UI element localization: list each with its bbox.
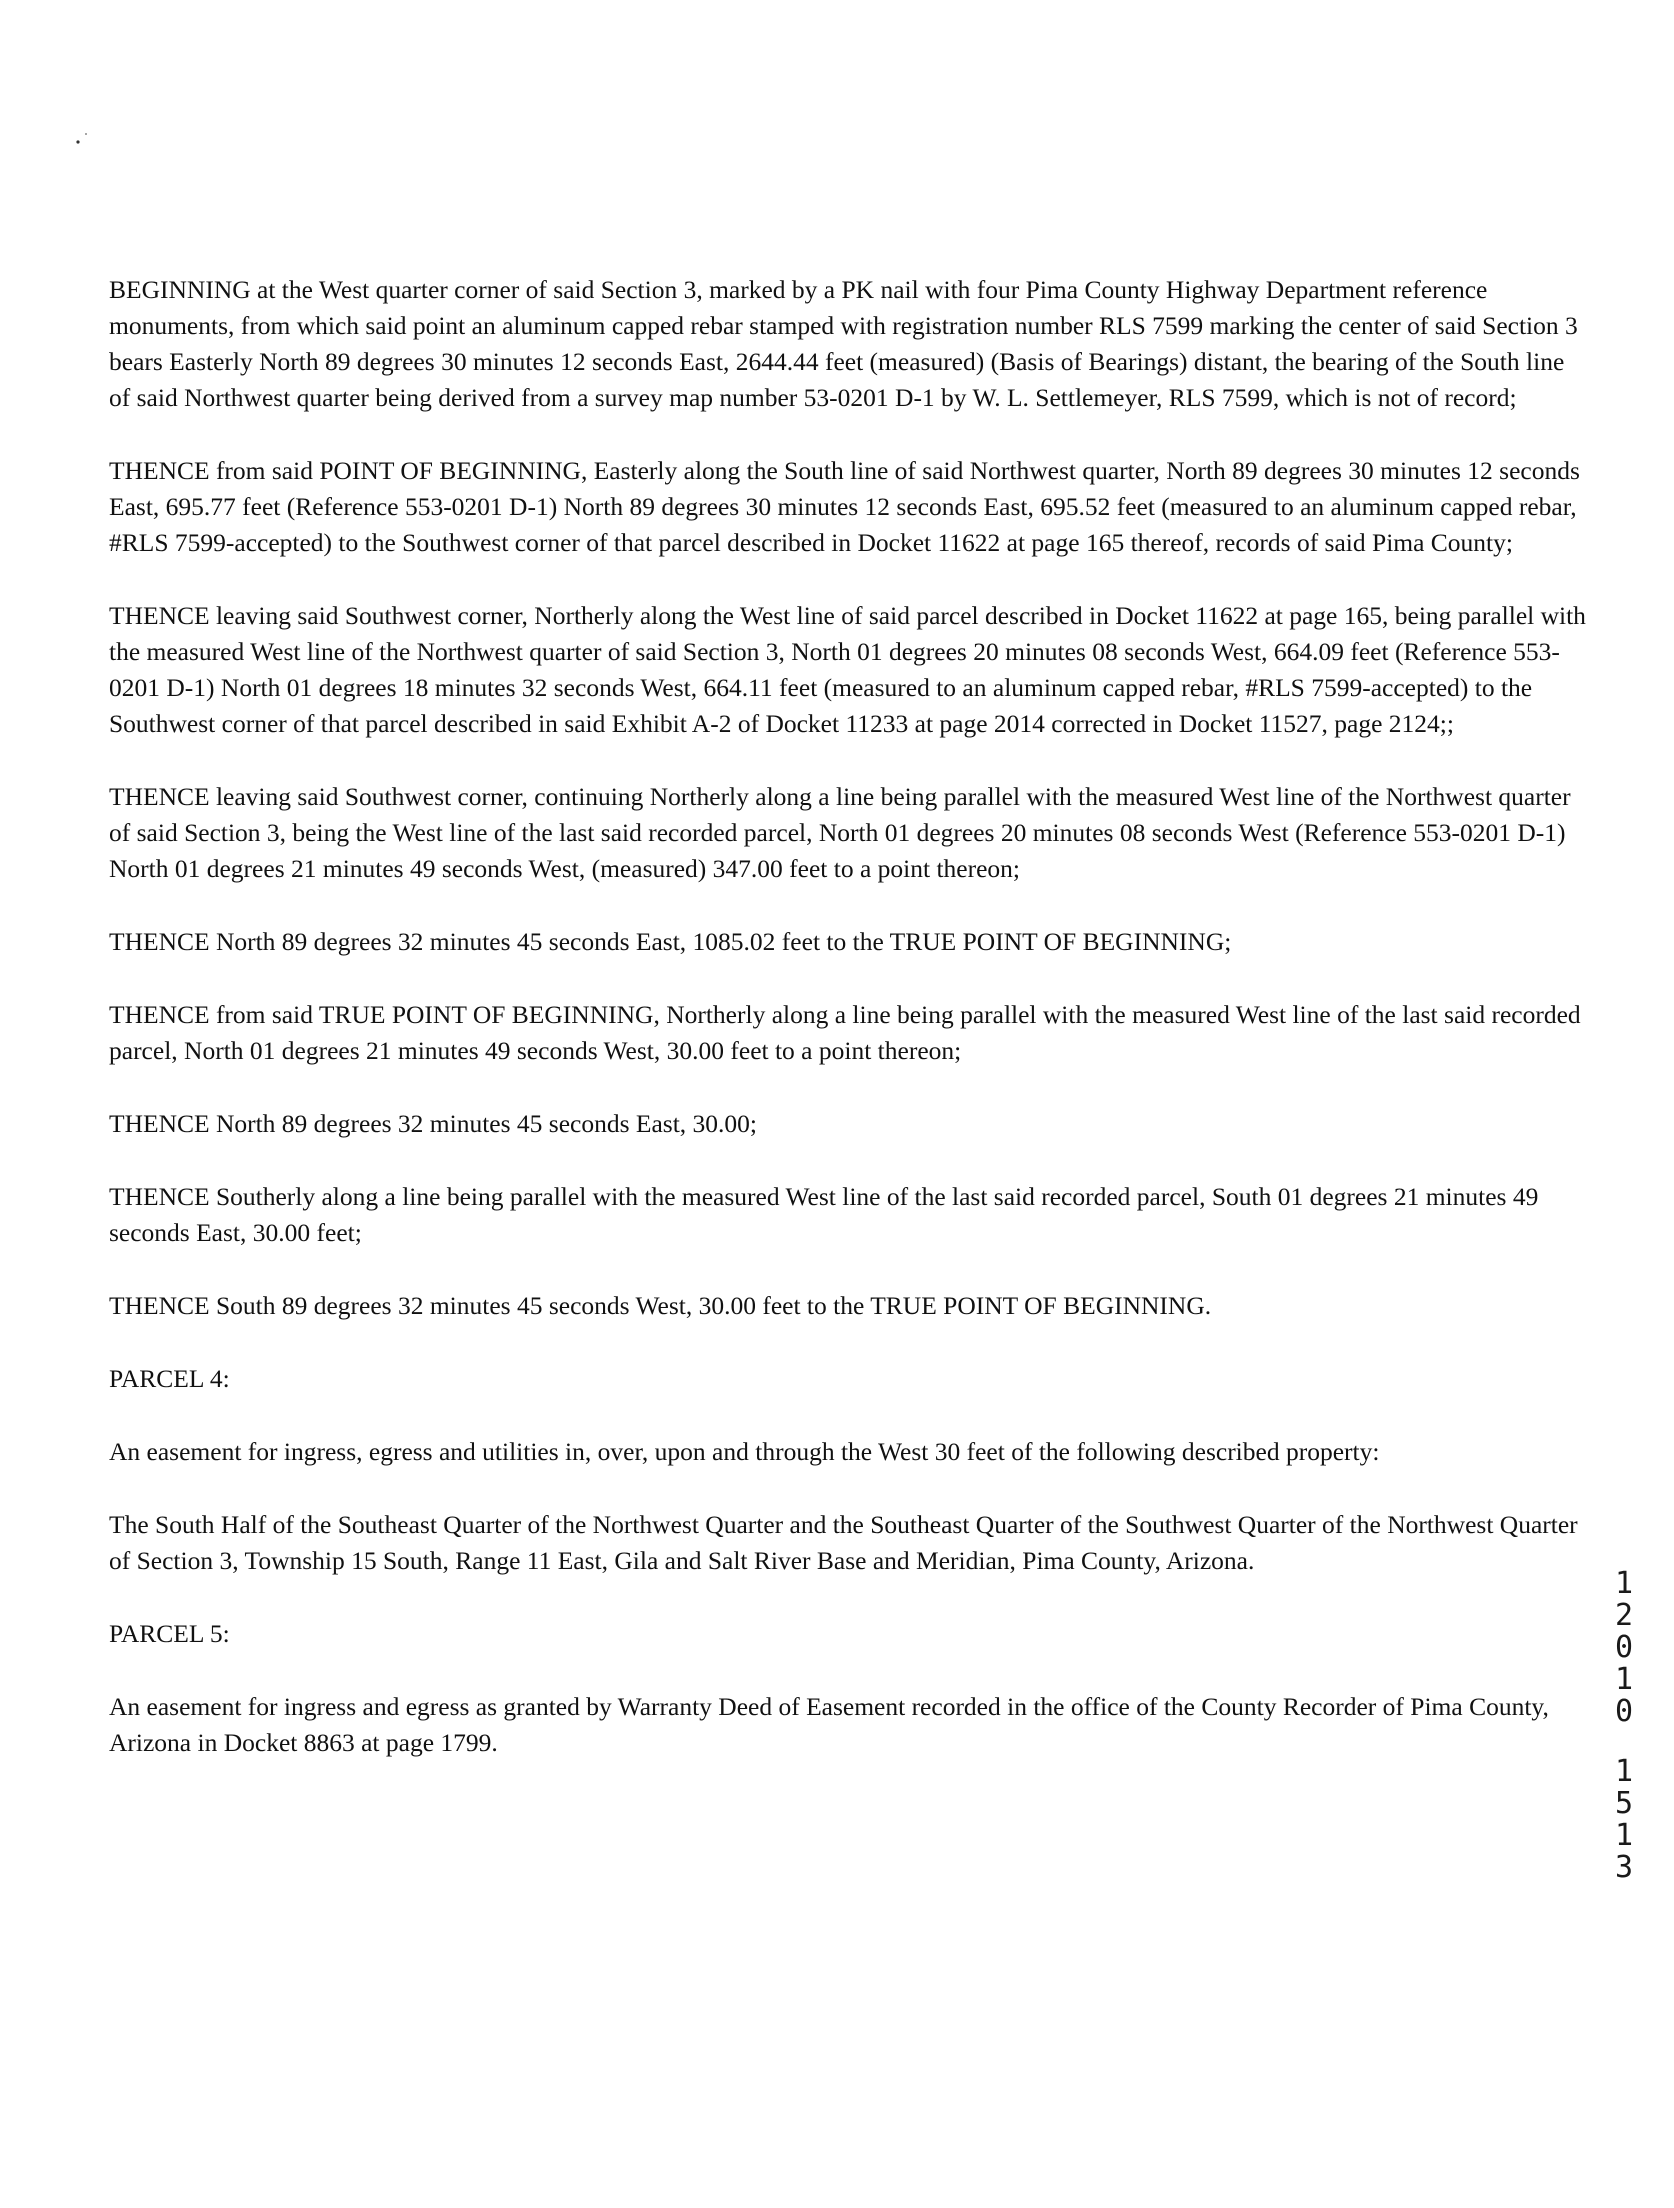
parcel-5-easement: An easement for ingress and egress as granted by Warranty Deed of Easement recorded in the office of the County Recorder of Pima County, Arizona in Docket 8863 at page 1799. bbox=[109, 1692, 1549, 1757]
parcel-5-heading: PARCEL 5: bbox=[109, 1619, 230, 1648]
stamp-digit: 3 bbox=[1614, 1850, 1634, 1885]
scan-specks bbox=[40, 60, 120, 160]
parcel-4-property: The South Half of the Southeast Quarter of the Northwest Quarter and the Southeast Quarter of the Southwest Quarter of the Northwest Quarter of Section 3, Township 15 South, Range 11 East, Gila and Salt River Base and Meridian, Pima County, Arizona. bbox=[109, 1510, 1578, 1575]
stamp-digit: 1 bbox=[1614, 1754, 1634, 1789]
paragraph-thence-from-true-pob: THENCE from said TRUE POINT OF BEGINNING, Northerly along a line being parallel with the measured West line of the last said recorded parcel, North 01 degrees 21 minutes 49 seconds West, 30.00 feet to a point thereon; bbox=[109, 1000, 1581, 1065]
paragraph-thence-to-true-pob: THENCE North 89 degrees 32 minutes 45 seconds East, 1085.02 feet to the TRUE POINT OF BEGINNING; bbox=[109, 927, 1232, 956]
recording-stamp-number bbox=[1606, 1568, 1642, 1884]
legal-description bbox=[109, 272, 1589, 1798]
parcel-4-heading: PARCEL 4: bbox=[109, 1364, 230, 1393]
stamp-gap bbox=[1606, 1728, 1642, 1756]
paragraph-thence-northerly: THENCE leaving said Southwest corner, Northerly along the West line of said parcel described in Docket 11622 at page 165, being parallel with the measured West line of the Northwest quarter of said Section 3, North 01 degrees 20 minutes 08 seconds West, 664.09 feet (Reference 553-0201 D-1) North 01 degrees 18 minutes 32 seconds West, 664.11 feet (measured to an aluminum capped rebar, #RLS 7599-accepted) to the Southwest corner of that parcel described in said Exhibit A-2 of Docket 11233 at page 2014 corrected in Docket 11527, page 2124;; bbox=[109, 601, 1586, 738]
stamp-digit: 5 bbox=[1614, 1786, 1634, 1821]
paragraph-thence-continuing-northerly: THENCE leaving said Southwest corner, continuing Northerly along a line being parallel with the measured West line of the Northwest quarter of said Section 3, being the West line of the last said recorded parcel, North 01 degrees 20 minutes 08 seconds West (Reference 553-0201 D-1) North 01 degrees 21 minutes 49 seconds West, (measured) 347.00 feet to a point thereon; bbox=[109, 782, 1571, 883]
parcel-4-easement: An easement for ingress, egress and utilities in, over, upon and through the West 30 feet of the following described property: bbox=[109, 1437, 1380, 1466]
stamp-digit: 1 bbox=[1614, 1566, 1634, 1601]
stamp-digit: 1 bbox=[1614, 1818, 1634, 1853]
paragraph-thence-southerly: THENCE Southerly along a line being parallel with the measured West line of the last said recorded parcel, South 01 degrees 21 minutes 49 seconds East, 30.00 feet; bbox=[109, 1182, 1539, 1247]
paragraph-thence-easterly: THENCE from said POINT OF BEGINNING, Easterly along the South line of said Northwest quarter, North 89 degrees 30 minutes 12 seconds East, 695.77 feet (Reference 553-0201 D-1) North 89 degrees 30 minutes 12 seconds East, 695.52 feet (measured to an aluminum capped rebar, #RLS 7599-accepted) to the Southwest corner of that parcel described in Docket 11622 at page 165 thereof, records of said Pima County; bbox=[109, 456, 1580, 557]
paragraph-thence-east-30: THENCE North 89 degrees 32 minutes 45 seconds East, 30.00; bbox=[109, 1109, 758, 1138]
stamp-digit: 1 bbox=[1614, 1662, 1634, 1697]
paragraph-thence-west-30: THENCE South 89 degrees 32 minutes 45 seconds West, 30.00 feet to the TRUE POINT OF BEGINNING. bbox=[109, 1291, 1212, 1320]
stamp-digit: 0 bbox=[1614, 1694, 1634, 1729]
paragraph-beginning: BEGINNING at the West quarter corner of said Section 3, marked by a PK nail with four Pima County Highway Department reference monuments, from which said point an aluminum capped rebar stamped with registration number RLS 7599 marking the center of said Section 3 bears Easterly North 89 degrees 30 minutes 12 seconds East, 2644.44 feet (measured) (Basis of Bearings) distant, the bearing of the South line of said Northwest quarter being derived from a survey map number 53-0201 D-1 by W. L. Settlemeyer, RLS 7599, which is not of record; bbox=[109, 275, 1578, 412]
stamp-digit: 0 bbox=[1614, 1630, 1634, 1665]
stamp-digit: 2 bbox=[1614, 1598, 1634, 1633]
